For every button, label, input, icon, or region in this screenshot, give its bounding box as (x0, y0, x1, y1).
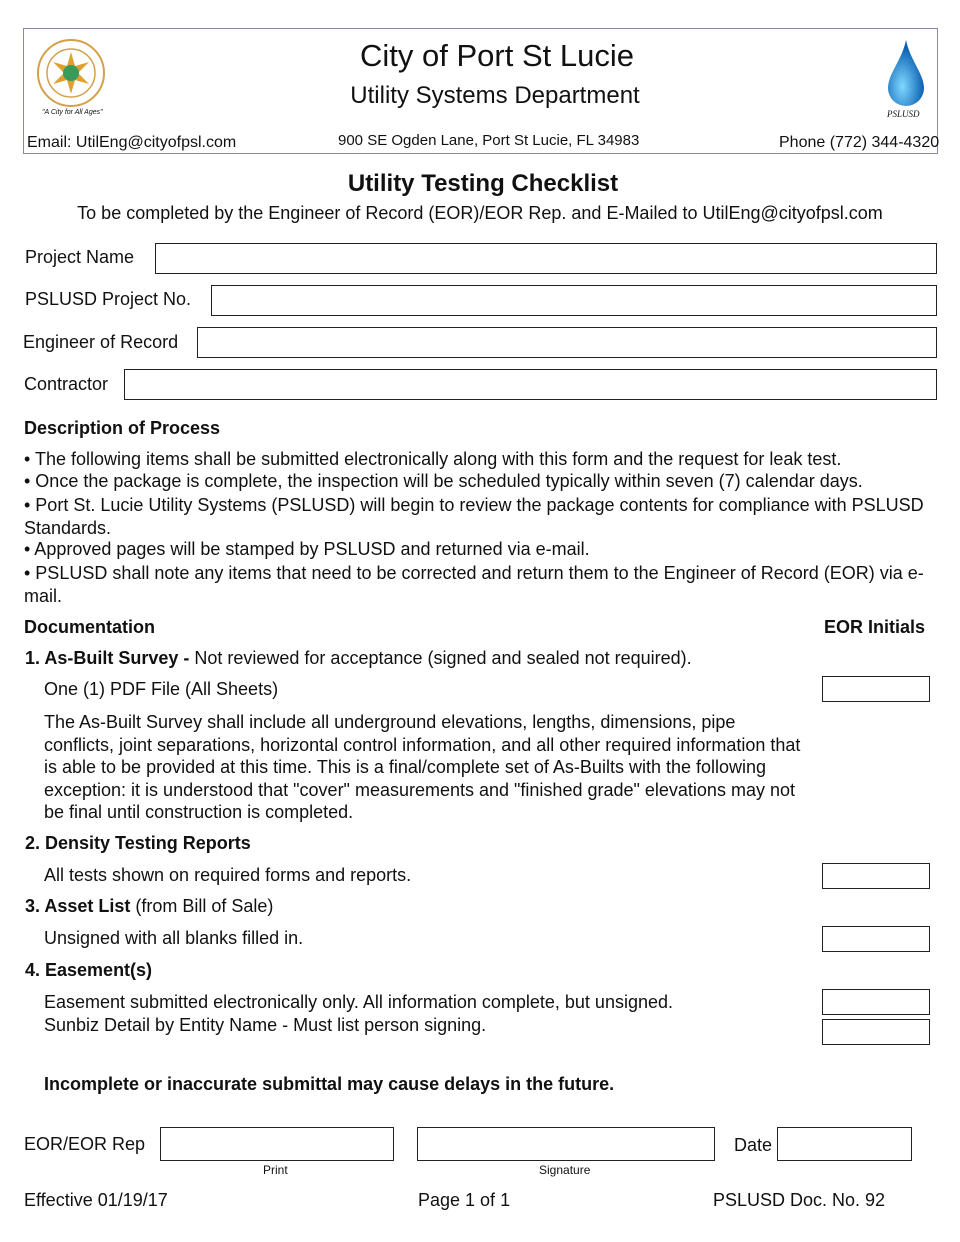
form-title: Utility Testing Checklist (347, 170, 619, 197)
project-name-input[interactable] (155, 243, 937, 274)
process-bullet: • Port St. Lucie Utility Systems (PSLUSD) will begin to review the package contents for compliance with PSLUSD Standards. (24, 495, 924, 538)
contractor-input[interactable] (124, 369, 937, 400)
project-name-label: Project Name (25, 247, 135, 267)
contact-address: 900 SE Ogden Lane, Port St Lucie, FL 34983 (338, 132, 640, 149)
eor-initials-heading: EOR Initials (824, 617, 926, 637)
project-no-input[interactable] (211, 285, 937, 316)
process-bullet: • The following items shall be submitted electronically along with this form and the request for leak test. (24, 449, 842, 469)
item2-initials-input[interactable] (822, 863, 930, 889)
item1-heading (25, 648, 692, 669)
print-name-input[interactable] (160, 1127, 394, 1161)
item3-heading (25, 896, 273, 917)
item1-title: 1. As-Built Survey - (25, 648, 190, 668)
date-label: Date (734, 1135, 773, 1155)
project-no-label: PSLUSD Project No. (25, 289, 192, 309)
process-heading: Description of Process (24, 418, 221, 438)
date-input[interactable] (777, 1127, 912, 1161)
item1-initials-input[interactable] (822, 676, 930, 702)
department-title: Utility Systems Department (350, 82, 640, 109)
contact-phone: Phone (772) 344-4320 (779, 134, 940, 151)
page-number: Page 1 of 1 (418, 1190, 511, 1210)
contractor-label: Contractor (24, 374, 109, 394)
signature-input[interactable] (417, 1127, 715, 1161)
documentation-heading: Documentation (24, 617, 156, 637)
warning-text: Incomplete or inaccurate submittal may cause delays in the future. (44, 1074, 615, 1094)
item3-title: 3. Asset List (25, 896, 131, 916)
process-bullet: • Once the package is complete, the inspection will be scheduled typically within seven (7) calendar days. (24, 471, 863, 491)
eor-rep-label: EOR/EOR Rep (24, 1134, 146, 1154)
engineer-label: Engineer of Record (23, 332, 179, 352)
item2-title: 2. Density Testing Reports (25, 833, 251, 853)
process-bullet: • Approved pages will be stamped by PSLUSD and returned via e-mail. (24, 539, 590, 559)
item3-note: (from Bill of Sale) (130, 896, 274, 916)
effective-date: Effective 01/19/17 (24, 1190, 168, 1210)
item4-line1: Easement submitted electronically only. All information complete, but unsigned. (44, 992, 673, 1012)
item4a-initials-input[interactable] (822, 989, 930, 1015)
form-instructions: To be completed by the Engineer of Record (EOR)/EOR Rep. and E-Mailed to UtilEng@cityofpsl.com (77, 203, 883, 223)
print-caption: Print (263, 1163, 288, 1177)
item4-line2: Sunbiz Detail by Entity Name - Must list person signing. (44, 1015, 487, 1035)
document-number: PSLUSD Doc. No. 92 (713, 1190, 886, 1210)
item4b-initials-input[interactable] (822, 1019, 930, 1045)
signature-caption: Signature (539, 1163, 591, 1177)
engineer-input[interactable] (197, 327, 937, 358)
item4-title: 4. Easement(s) (25, 960, 153, 980)
process-bullet: • PSLUSD shall note any items that need to be corrected and return them to the Engineer of Record (EOR) via e-mail. (24, 563, 924, 606)
water-drop-icon (884, 38, 928, 108)
contact-email[interactable]: Email: UtilEng@cityofpsl.com (27, 134, 237, 151)
item1-note: Not reviewed for acceptance (signed and sealed not required). (189, 648, 692, 668)
logo-tagline: "A City for All Ages" (42, 109, 103, 116)
item2-line: All tests shown on required forms and reports. (44, 865, 412, 885)
city-title: City of Port St Lucie (360, 38, 634, 73)
item3-line: Unsigned with all blanks filled in. (44, 928, 304, 948)
item1-line: One (1) PDF File (All Sheets) (44, 679, 279, 699)
item1-description: The As-Built Survey shall include all underground elevations, lengths, dimensions, pipe conflicts, joint separations, horizontal control information, and all other required information that is able to be provided at this time. This is a final/complete set of As-Builts with the following exception: it is understood that "cover" measurements and "finished grade" elevations may not be final until construction is completed. (44, 712, 801, 823)
pslusd-label: PSLUSD (887, 109, 920, 119)
item3-initials-input[interactable] (822, 926, 930, 952)
